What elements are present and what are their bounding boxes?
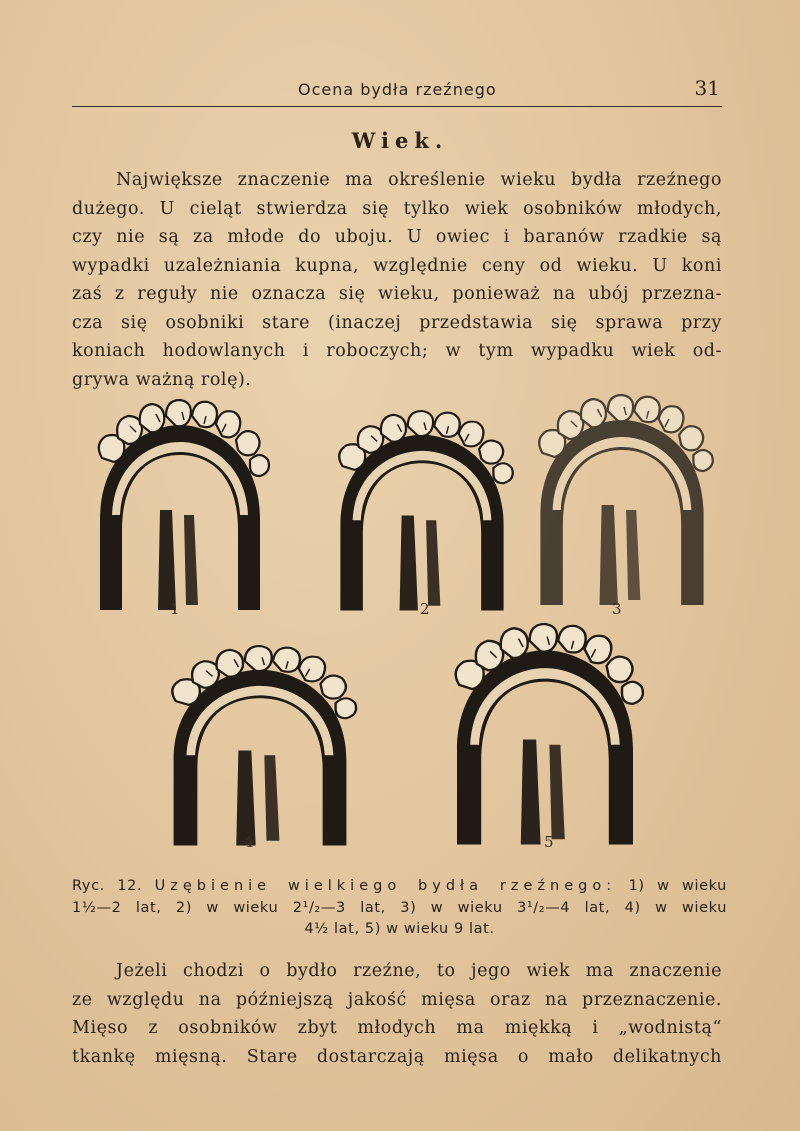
text-line: Mięso z osobników zbyt młodych ma miękką i „wodnistą“: [72, 1018, 722, 1038]
figure-caption: [72, 876, 727, 941]
text-line: grywa ważną rolę).: [72, 369, 252, 390]
caption-title: Uzębienie wielkiego bydła rzeźnego:: [154, 878, 617, 894]
text-line: dużego. U cieląt stwierdza się tylko wiek osobników młodych,: [72, 198, 722, 219]
jaw-illustration-1: [99, 400, 269, 610]
caption-line1-rest: 1) w wieku: [628, 878, 727, 894]
caption-line: [72, 876, 727, 898]
text-line: cza się osobniki stare (inaczej przedstawia się sprawa przy: [72, 312, 722, 333]
text-line: Jeżeli chodzi o bydło rzeźne, to jego wiek ma znaczenie: [116, 961, 722, 981]
figure-label-5: 5: [544, 833, 554, 851]
figure-label-1: 1: [170, 600, 180, 618]
jaw-illustration-2: [339, 411, 513, 611]
text-line: tkankę mięsną. Stare dostarczają mięsa o mało delikatnych: [72, 1046, 722, 1067]
paragraph-slaughter-age: [72, 957, 722, 1071]
caption-line: 1½—2 lat, 2) w wieku 2¹/₂—3 lat, 3) w wieku 3¹/₂—4 lat, 4) w wieku: [72, 899, 727, 916]
jaw-illustration-4: [172, 646, 356, 846]
text-line: zaś z reguły nie oznacza się wieku, ponieważ na ubój przezna-: [72, 284, 722, 304]
text-line: ze względu na późniejszą jakość mięsa oraz na przeznaczenie.: [72, 989, 722, 1010]
page-number: 31: [694, 76, 720, 100]
text-line: Największe znaczenie ma określenie wieku bydła rzeźnego: [116, 170, 722, 190]
figure-label-3: 3: [612, 600, 622, 618]
caption-line: 4½ lat, 5) w wieku 9 lat.: [304, 921, 495, 937]
text-line: czy nie są za młode do uboju. U owiec i baranów rzadkie są: [72, 227, 722, 247]
jaw-illustration-5: [456, 624, 643, 845]
section-title: Wiek.: [351, 128, 449, 153]
text-line: wypadki uzależniania kupna, względnie ceny od wieku. U koni: [72, 255, 722, 276]
running-head: Ocena bydła rzeźnego: [298, 80, 497, 99]
figure-label-2: 2: [420, 600, 430, 618]
caption-prefix: Ryc. 12.: [72, 878, 143, 894]
figure-label-4: 4: [244, 833, 254, 851]
jaw-illustration-3: [539, 395, 713, 605]
text-line: koniach hodowlanych i roboczych; w tym wypadku wiek od-: [72, 341, 722, 361]
